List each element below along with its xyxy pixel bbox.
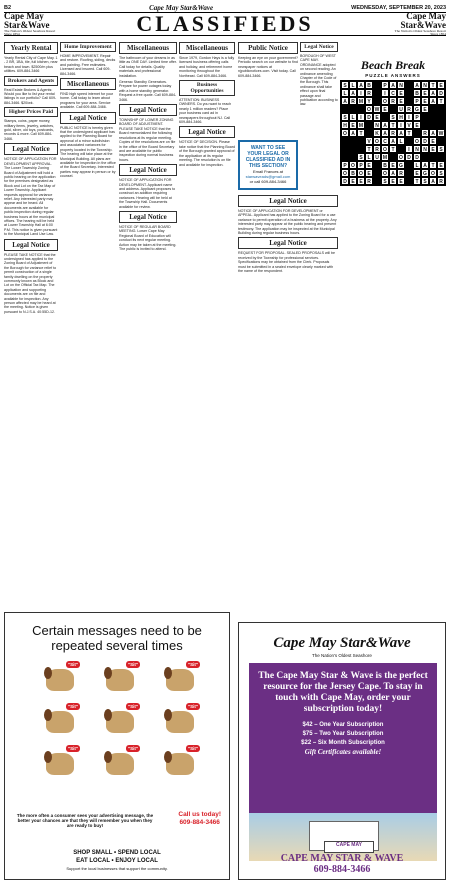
heading-public-notice: Public Notice (238, 42, 298, 54)
puzzle-cell (405, 89, 413, 97)
puzzle-cell: O (429, 169, 437, 177)
puzzle-cell: T (429, 81, 437, 89)
column-5-lower (238, 193, 338, 618)
heading-brokers: Brokers and Agents (4, 76, 58, 86)
puzzle-cell: N (421, 81, 429, 89)
legal-notice-5-text: NOTICE OF APPLICATION FOR DEVELOPMENT. Applicant name and address. Applicant proposes to construct an addition requiring variances. Hearing will be held at the Township Hall. Documents available for review. (119, 178, 176, 209)
puzzle-cell (429, 113, 437, 121)
advertise-phone: or call 609-884-3466 (249, 179, 287, 184)
puzzle-cell (349, 153, 357, 161)
puzzle-cell: B (365, 81, 373, 89)
puzzle-cell (349, 105, 357, 113)
puzzle-cell: E (397, 177, 405, 185)
puzzle-cell (405, 177, 413, 185)
puzzle-cell: G (413, 105, 421, 113)
puzzle-cell: A (429, 89, 437, 97)
puzzle-subtitle: PUZZLE ANSWERS (365, 73, 421, 78)
heading-legal-notice-3: Legal Notice (60, 112, 116, 124)
puzzle-cell (429, 121, 437, 129)
advertise-here-box (238, 140, 298, 190)
puzzle-cell: T (405, 129, 413, 137)
legal-notice-8-text: NOTICE OF APPLICATION FOR DEVELOPMENT or APPEAL. Applicant has applied to the Zoning Board for a use variance to permit operation of a business at the property. Any interested party may appear at the public hearing and present testimony. The application may be inspected at the Municipal Building during regular business hours. (238, 209, 337, 236)
puzzle-cell: A (341, 97, 349, 105)
heading-business-opportunities: Business Opportunities (179, 80, 235, 96)
puzzle-cell: A (397, 129, 405, 137)
puzzle-cell: L (365, 153, 373, 161)
puzzle-cell (405, 81, 413, 89)
heading-legal-notice-6: Legal Notice (119, 211, 177, 223)
logo-right: Cape May Star&Wave The Nation's Oldest Seashore Resort Since 1854 (394, 10, 446, 36)
column-6 (300, 40, 338, 190)
puzzle-cell: A (413, 81, 421, 89)
heading-legal-notice-2: Legal Notice (4, 239, 58, 251)
puzzle-cell: G (421, 169, 429, 177)
puzzle-cell: A (389, 81, 397, 89)
heading-miscellaneous-4: Miscellaneous (179, 42, 235, 54)
dog-icon: "Sit" (160, 703, 200, 737)
puzzle-cell: U (397, 105, 405, 113)
puzzle-cell: E (413, 169, 421, 177)
dog-icon: "Sit" (160, 661, 200, 695)
legal-notice-1-text: NOTICE OF APPLICATION FOR DEVELOPMENT APPROVAL. The Lower Township Zoning Board of Adjustment will hold a public hearing on the application for the premises designated as Block and Lot on the Tax Map of Lower Township. Applicant requests approval for variance relief. Any interested party may appear and be heard. All documents are available for public inspection during regular business hours at the municipal offices. The hearing will be held at Lower Township Hall at 6:00 P.M. This notice is given pursuant to the Municipal Land Use Law. (4, 157, 58, 237)
sub-ad-message: The Cape May Star & Wave is the perfect resource for the Jersey Cape. To stay in touch with Cape May, order your subscription today! (258, 671, 428, 714)
puzzle-cell: D (437, 89, 445, 97)
dog-ad-call: Call us today! 609-884-3466 (178, 811, 221, 826)
puzzle-cell: H (397, 113, 405, 121)
sub-ad-prices (249, 721, 437, 757)
puzzle-cell: T (437, 97, 445, 105)
puzzle-cell (413, 129, 421, 137)
puzzle-cell (349, 137, 357, 145)
puzzle-cell: O (397, 153, 405, 161)
puzzle-cell: N (373, 121, 381, 129)
puzzle-cell: P (413, 97, 421, 105)
puzzle-cell: E (429, 145, 437, 153)
puzzle-cell: A (429, 97, 437, 105)
puzzle-cell: L (341, 89, 349, 97)
puzzle-cell: E (389, 161, 397, 169)
heading-legal-notice-8: Legal Notice (238, 195, 338, 207)
dog-ad-headline: Certain messages need to be repeated several times (32, 623, 202, 653)
puzzle-cell (397, 145, 405, 153)
puzzle-cell: I (381, 89, 389, 97)
puzzle-cell: R (389, 129, 397, 137)
puzzle-cell: A (381, 129, 389, 137)
puzzle-cell: S (437, 145, 445, 153)
puzzle-cell: A (429, 177, 437, 185)
sub-ad-tagline: The Nation's Oldest Seashore (312, 653, 372, 658)
puzzle-cell: U (373, 153, 381, 161)
puzzle-cell: H (341, 121, 349, 129)
puzzle-cell (373, 97, 381, 105)
puzzle-cell: E (421, 89, 429, 97)
puzzle-cell: E (365, 161, 373, 169)
heading-legal-notice-4: Legal Notice (119, 104, 177, 116)
puzzle-cell (437, 113, 445, 121)
puzzle-cell: M (358, 99, 364, 105)
puzzle-cell: N (421, 145, 429, 153)
puzzle-cell (373, 161, 381, 169)
top-masthead: Cape May Star&Wave (149, 3, 214, 12)
puzzle-cell (421, 153, 429, 161)
puzzle-cell (405, 97, 413, 105)
puzzle-cell (373, 169, 381, 177)
puzzle-cell (429, 153, 437, 161)
puzzle-cell (421, 113, 429, 121)
puzzle-cell (421, 121, 429, 129)
puzzle-cell: S (437, 169, 445, 177)
dog-icon: "Sit" (40, 745, 80, 779)
puzzle-cell: E (381, 105, 389, 113)
advertise-email[interactable]: starwaveads@gmail.com (245, 174, 291, 179)
heading-higher-prices: Higher Prices Paid (4, 107, 58, 117)
puzzle-cell: D (405, 153, 413, 161)
price-two-year: $75 – Two Year Subscription (302, 731, 384, 737)
column-3 (119, 40, 177, 610)
business-text: ATTENTION: BUSINESS OWNERS. Do you want to reach nearly 1 million readers? Place your business card ad in newspapers throughout NJ. Call 609-884-3466. (179, 98, 232, 125)
puzzle-cell: B (381, 161, 389, 169)
puzzle-cell: E (437, 161, 445, 169)
puzzle-cell (357, 145, 365, 153)
puzzle-cell: A (389, 169, 397, 177)
issue-date: WEDNESDAY, SEPTEMBER 20, 2023 (351, 4, 446, 11)
puzzle-cell: D (413, 153, 421, 161)
dog-icon: "Sit" (100, 745, 140, 779)
puzzle-title: Beach Break (360, 58, 426, 72)
puzzle-cell: N (397, 81, 405, 89)
puzzle-cell (389, 153, 397, 161)
puzzle-cell: A (421, 161, 429, 169)
puzzle-cell: S (357, 153, 365, 161)
repeat-message-ad (4, 612, 230, 880)
puzzle-cell: O (413, 137, 421, 145)
puzzle-cell: K (373, 129, 381, 137)
puzzle-cell: A (349, 129, 357, 137)
puzzle-cell (373, 89, 381, 97)
misc-3b-text: Generac Standby Generators. Prepare for power outages today with a home standby generator. Request a free quote. Call 609-884-3466. (119, 80, 177, 102)
puzzle-cell: O (381, 169, 389, 177)
puzzle-cell (373, 81, 381, 89)
puzzle-cell: R (389, 97, 397, 105)
puzzle-cell (389, 105, 397, 113)
puzzle-cell (341, 145, 349, 153)
legal-notice-9-text: REQUEST FOR PROPOSAL. SEALED PROPOSALS will be received by the Township for professional services. Specifications may be obtained from the Clerk. Proposals must be submitted in a sealed envelope clearly marked with the name of the respondent. (238, 251, 335, 274)
dog-icon: "Sit" (40, 703, 80, 737)
puzzle-cell: L (397, 137, 405, 145)
column-4 (179, 40, 235, 610)
puzzle-cell (365, 121, 373, 129)
heading-yearly-rental: Yearly Rental (4, 42, 58, 54)
legal-notice-3-text: PUBLIC NOTICE is hereby given that the undersigned applicant has applied to the Planning Board for approval of a minor subdivision and associated variances for property located in the Township. The hearing will take place at the Municipal Building. All plans are available for inspection in the office of the Board Secretary. Interested parties may appear in person or by counsel. (60, 125, 116, 179)
puzzle-cell: S (421, 177, 429, 185)
puzzle-cell: G (397, 161, 405, 169)
dog-icon: "Sit" (100, 661, 140, 695)
puzzle-cell (437, 153, 445, 161)
puzzle-cell: Y (365, 97, 373, 105)
puzzle-cell: O (349, 161, 357, 169)
puzzle-cell: I (397, 121, 405, 129)
puzzle-cell: E (397, 89, 405, 97)
puzzle-cell: T (357, 129, 365, 137)
puzzle-cell: O (381, 97, 389, 105)
puzzle-cell: R (365, 89, 373, 97)
logo-left: Cape May Star&Wave The Nation's Oldest Seashore Resort Since 1854 (4, 10, 56, 36)
puzzle-cell: A (389, 137, 397, 145)
legal-notice-7-text: NOTICE OF DECISION. Please take notice that the Planning Board of the Borough granted approval of the application at its regular meeting. The resolution is on file and available for inspection. (179, 140, 235, 167)
puzzle-cell: O (341, 169, 349, 177)
legal-notice-4-text: TOWNSHIP OF LOWER ZONING BOARD OF ADJUSTMENT. PLEASE TAKE NOTICE that the Board memorialized the following resolutions at its regular meeting. Copies of the resolutions are on file in the office of the Board Secretary and are available for public inspection during normal business hours. (119, 118, 176, 162)
column-5 (238, 40, 298, 140)
puzzle-cell (357, 105, 365, 113)
puzzle-cell: S (389, 113, 397, 121)
higher-prices-text: Stamps, coins, paper money, military items, jewelry, watches, gold, silver, old toys, postcards, records & more. Call 609-884-3466. (4, 119, 55, 141)
column-2 (60, 40, 116, 610)
puzzle-cell: A (349, 89, 357, 97)
puzzle-cell: R (421, 129, 429, 137)
public-notice-text: Keeping an eye on your government? Periodic search on our website to find newspaper notices at njpublicnotices.com. Visit today. Call 609-884-3466. (238, 56, 298, 78)
puzzle-cell: O (341, 129, 349, 137)
puzzle-cell: T (413, 177, 421, 185)
puzzle-cell: O (373, 137, 381, 145)
puzzle-cell (429, 105, 437, 113)
puzzle-cell: I (405, 145, 413, 153)
puzzle-cell: P (341, 161, 349, 169)
heading-legal-notice-10: Legal Notice (300, 42, 338, 52)
puzzle-cell: P (413, 113, 421, 121)
puzzle-cell: R (405, 105, 413, 113)
puzzle-cell: D (365, 113, 373, 121)
puzzle-cell: C (381, 137, 389, 145)
puzzle-cell (341, 105, 349, 113)
puzzle-cell: E (397, 97, 405, 105)
puzzle-cell (349, 145, 357, 153)
puzzle-cell (341, 137, 349, 145)
legal-notice-2-text: PLEASE TAKE NOTICE that the undersigned has applied to the Zoning Board of Adjustment of the Borough for variance relief to permit construction of a single family dwelling on the property commonly known as Block and Lot on the Official Tax Map. The application and supporting documents are on file and available for inspection. Any person affected may be heard at the meeting. Notice is given pursuant to N.J.S.A. 40:55D-12. (4, 252, 57, 314)
puzzle-cell (357, 137, 365, 145)
misc-2-text: FIND high speed internet for your home. Call today to learn about programs for your area. Service available. Call 609-884-3466. (60, 92, 114, 110)
dog-icon: "Sit" (100, 703, 140, 737)
puzzle-cell: I (357, 89, 365, 97)
puzzle-cell: E (413, 121, 421, 129)
misc-4-text: Since 1979, Gordon Hays is a fully licensed business offering calls and holiday, and retirement home monitoring throughout the Northeast. Call 609-884-3466. (179, 56, 235, 78)
puzzle-cell (437, 121, 445, 129)
legal-notice-6-text: NOTICE OF REGULAR BOARD MEETING. Lower Cape May Regional Board of Education will conduct its next regular meeting. Action may be taken at the meeting. The public is invited to attend. (119, 224, 177, 251)
puzzle-cell: P (357, 161, 365, 169)
advertise-headline: WANT TO SEE YOUR LEGAL OR CLASSIFIED AD IN THIS SECTION? (245, 145, 291, 169)
gift-certificates: Gift Certificates available! (304, 748, 382, 756)
dog-grid (30, 661, 210, 787)
puzzle-cell: R (397, 169, 405, 177)
puzzle-cell: T (429, 161, 437, 169)
puzzle-cell: E (429, 137, 437, 145)
puzzle-cell: O (381, 145, 389, 153)
puzzle-cell: D (421, 137, 429, 145)
yearly-rental-text: Yearly Rental City of Cape May. 1 - 2 BR, 1BA, tile, full kitchen, near beach and town. $2500/m plus utilities. 609-884-3466 (4, 56, 58, 74)
puzzle-cell: S (341, 81, 349, 89)
sub-ad-offer-box (249, 663, 437, 813)
puzzle-cell (381, 113, 389, 121)
puzzle-cell: B (349, 169, 357, 177)
misc-3-text: The bathroom of your dreams in as little as ONE DAY. Limited time offer. Call today for details. Quality materials and professional installation. (119, 56, 177, 78)
heading-legal-notice-9: Legal Notice (238, 237, 338, 249)
puzzle-cell: L (413, 161, 421, 169)
puzzle-cell: R (437, 177, 445, 185)
puzzle-cell: I (405, 113, 413, 121)
column-1 (4, 40, 58, 610)
puzzle-cell: E (373, 113, 381, 121)
heading-legal-notice-1: Legal Notice (4, 143, 58, 155)
page-number: B2 (4, 4, 12, 11)
home-improvement-text: HOME IMPROVEMENT. Repair and restore. Roofing, siding, decks and painting. Free estimates. Licensed and insured. Call 609-884-3466. (60, 54, 116, 76)
puzzle-cell: D (341, 177, 349, 185)
puzzle-grid (340, 80, 446, 186)
puzzle-cell: A (381, 121, 389, 129)
puzzle-cell: S (381, 177, 389, 185)
puzzle-cell: R (365, 177, 373, 185)
puzzle-cell: W (374, 107, 380, 113)
puzzle-cell: E (421, 105, 429, 113)
brokers-text: Real Estate Brokers & Agents: Would you like to list your rental listings in our portfolio? Call 609-884-3466. $20/wk. (4, 87, 57, 105)
puzzle-cell: A (429, 129, 437, 137)
legal-notice-10-text: BOROUGH OF WEST CAPE MAY. ORDINANCE adopted on second reading. An ordinance amending Chapter of the Code of the Borough. This ordinance shall take effect upon final passage and publication according to law. (300, 54, 338, 107)
puzzle-cell: T (389, 121, 397, 129)
heading-home-improvement: Home Improvement (60, 42, 116, 52)
heading-miscellaneous-2: Miscellaneous (60, 78, 116, 90)
puzzle-cell: R (373, 145, 381, 153)
puzzle-cell (405, 137, 413, 145)
puzzle-cell: L (349, 81, 357, 89)
heading-legal-notice-7: Legal Notice (179, 126, 235, 138)
puzzle-cell: P (381, 81, 389, 89)
puzzle-cell (341, 153, 349, 161)
puzzle-cell: T (365, 145, 373, 153)
price-six-month: $22 – Six Month Subscription (301, 740, 385, 746)
puzzle-cell: V (365, 137, 373, 145)
puzzle-cell: W (438, 131, 444, 137)
puzzle-cell: N (413, 145, 421, 153)
puzzle-cell: E (349, 121, 357, 129)
section-title: CLASSIFIEDS (136, 11, 314, 36)
puzzle-cell: E (349, 177, 357, 185)
sub-ad-masthead: Cape May Star&Wave (273, 635, 411, 651)
subscription-ad (238, 622, 446, 880)
puzzle-cell: E (357, 177, 365, 185)
puzzle-cell: O (357, 169, 365, 177)
puzzle-cell: A (357, 81, 365, 89)
dog-icon: "Sit" (160, 745, 200, 779)
puzzle-cell: T (389, 145, 397, 153)
puzzle-cell (373, 177, 381, 185)
puzzle-cell: I (357, 113, 365, 121)
puzzle-cell: E (437, 81, 445, 89)
puzzle-cell: S (341, 113, 349, 121)
puzzle-cell: O (365, 105, 373, 113)
heading-legal-notice-5: Legal Notice (119, 164, 177, 176)
puzzle-cell (365, 129, 373, 137)
puzzle-cell: B (413, 89, 421, 97)
puzzle-cell: E (421, 97, 429, 105)
dog-icon: "Sit" (40, 661, 80, 695)
puzzle-cell: E (389, 177, 397, 185)
puzzle-answers (340, 58, 446, 186)
puzzle-cell: R (349, 97, 357, 105)
puzzle-cell: L (349, 113, 357, 121)
puzzle-cell: C (389, 89, 397, 97)
puzzle-cell (405, 169, 413, 177)
heading-miscellaneous-3: Miscellaneous (119, 42, 177, 54)
sub-ad-footer: CAPE MAY STAR & WAVE 609-884-3466 (280, 853, 404, 875)
puzzle-cell (437, 105, 445, 113)
puzzle-cell: M (358, 123, 364, 129)
shop-local-banner: SHOP SMALL • SPEND LOCAL EAT LOCAL • ENJOY LOCAL Support the local businesses that support the community. (66, 850, 168, 871)
puzzle-cell (437, 137, 445, 145)
puzzle-cell: V (405, 121, 413, 129)
puzzle-cell: E (365, 169, 373, 177)
section-banner (4, 12, 446, 36)
puzzle-cell: M (382, 155, 388, 161)
puzzle-cell (405, 161, 413, 169)
dog-ad-message: The more often a consumer sees your advertising message, the better your chances are that they will remember you when they are ready to buy! (16, 813, 154, 828)
advertise-email-label: Email Frances at (252, 169, 283, 174)
lifeguard-boat: CAPE MAY (324, 841, 374, 853)
price-one-year: $42 – One Year Subscription (302, 722, 384, 728)
